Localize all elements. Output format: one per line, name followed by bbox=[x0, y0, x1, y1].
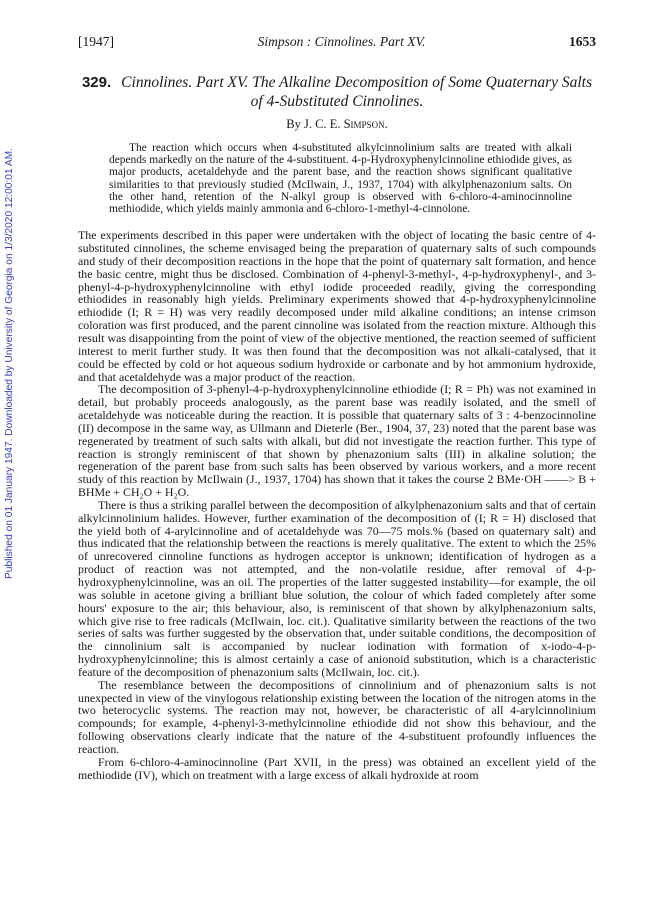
body-paragraph-1: The experiments described in this paper were undertaken with the object of locating the basic centre of 4-substituted cinnolines, the scheme envisaged being the preparation of quaternary salts of such compounds and study of their decomposition reactions in the hope that the point of quaternary salt formation, and hence the basic centre, might thus be disclosed. Combination of 4-phenyl-3-methyl-, 4-p-hydroxyphenyl-, and 3-phenyl-4-p-hydroxyphenylcinnoline with ethyl iodide proceeded readily, giving the corresponding ethiodides in reasonably high yields. Preliminary experiments showed that 4-p-hydroxyphenylcinnoline ethiodide (I; R = H) was very readily decomposed under mild alkaline conditions; an intense crimson coloration was first produced, and the parent cinnoline was isolated from the reaction mixture. Although this result was disappointing from the point of view of the objective mentioned, the reaction seemed of sufficient interest to merit further study. It was then found that the decomposition was not alkali-catalysed, that it could be effected by cold or hot aqueous sodium hydroxide or carbonate and by hot ammonium hydroxide, and that acetaldehyde was a major product of the reaction. bbox=[78, 228, 596, 384]
article-title-block bbox=[78, 73, 596, 111]
header-running-title: Simpson : Cinnolines. Part XV. bbox=[257, 34, 426, 49]
article-body bbox=[78, 229, 596, 781]
header-page-number: 1653 bbox=[568, 34, 596, 49]
journal-page bbox=[78, 34, 596, 782]
body-paragraph-5: From 6-chloro-4-aminocinnoline (Part XVII, in the press) was obtained an excellent yield of the methiodide (IV), which on treatment with a large excess of alkali hydroxide at room bbox=[78, 754, 596, 782]
body-paragraph-2: The decomposition of 3-phenyl-4-p-hydroxyphenylcinnoline ethiodide (I; R = Ph) was not examined in detail, but probably proceeds analogously, as the parent base was readily isolated, and the smell of acetaldehyde was noticeable during the reaction. It is possible that quaternary salts of 3 : 4-benzocinnoline (II) decompose in the same way, as Ullmann and Dieterle (Ber., 1904, 37, 23) noted that the parent base was regenerated by treatment of such salts with alkali, but did not investigate the reaction further. This type of reaction is strongly reminiscent of that shown by phenazonium salts (III) in alkaline solution; the regeneration of the parent base from such salts has been observed by various workers, and a more recent study of this reaction by McIlwain (J., 1937, 1704) has shown that it takes the course 2 BMe·OH ——> B + BHMe + CH₂O + H₂O. bbox=[78, 382, 596, 500]
header-year: [1947] bbox=[78, 34, 114, 49]
author-name: J. C. E. Simpson. bbox=[304, 117, 388, 131]
download-watermark bbox=[2, 128, 16, 598]
article-number: 329. bbox=[81, 74, 112, 91]
body-paragraph-4: The resemblance between the decompositions of cinnolinium and of phenazonium salts is not unexpected in view of the vinylogous relationship existing between the location of the nitrogen atoms in the two heterocyclic systems. The reaction may not, however, be characteristic of all 4-arylcinnolinium compounds; for example, 4-phenyl-3-methylcinnoline ethiodide did not show this behaviour, and the following observations clearly indicate that the nature of the 4-substituent profoundly influences the reaction. bbox=[78, 677, 596, 756]
download-note: Published on 01 January 1947. Downloaded by University of Georgia on 1/3/2020 12:00:01 AM. bbox=[3, 147, 15, 579]
article-title: Cinnolines. Part XV. The Alkaline Decomposition of Some Quaternary Salts of 4-Substituted Cinnolines. bbox=[121, 74, 593, 110]
author-prefix: By bbox=[286, 117, 301, 131]
body-paragraph-3: There is thus a striking parallel between the decomposition of alkylphenazonium salts and that of certain alkylcinnolinium halides. However, further examination of the decomposition of (I; R = H) disclosed that the yield both of 4-arylcinnoline and of acetaldehyde was 70—75 mols.% (based on quaternary salt) and thus indicated that the relationship between the reactions is merely qualitative. The extent to which the 25% of unrecovered cinnoline functions as hydrogen acceptor is unknown; identification of hydrogen as a product of reaction was not attempted, and the non-volatile residue, after removal of 4-p-hydroxyphenylcinnoline, was an oil. The properties of the latter suggested instability—for example, the oil was soluble in acetone giving a brilliant blue solution, the colour of which faded completely after some hours' exposure to the air; this behaviour, also, is reminiscent of that shown by alkylphenazonium salts, which give rise to free radicals (McIlwain, loc. cit.). Qualitative similarity between the reactions of the two series of salts was further suggested by the observation that, under suitable conditions, the decomposition of the cinnolinium salt is accompanied by nuclear iodination with formation of x-iodo-4-p-hydroxyphenylcinnoline; this is almost certainly a case of anionoid substitution, which is a characteristic feature of the decomposition of phenazonium salts (McIlwain, loc. cit.). bbox=[78, 497, 596, 679]
running-header bbox=[78, 34, 596, 50]
abstract: The reaction which occurs when 4-substituted alkylcinnolinium salts are treated with alkali depends markedly on the nature of the 4-substituent. 4-p-Hydroxyphenylcinnoline ethiodide gives, as major products, acetaldehyde and the parent base, and the reaction shows significant qualitative similarities to that previously studied (McIlwain, J., 1937, 1704) with alkylphenazonium salts. On the other hand, retention of the N-alkyl group is observed with 6-chloro-4-aminocinnoline methiodide, which yields mainly ammonia and 6-chloro-1-methyl-4-cinnolone. bbox=[109, 142, 572, 216]
author-line bbox=[78, 117, 596, 132]
